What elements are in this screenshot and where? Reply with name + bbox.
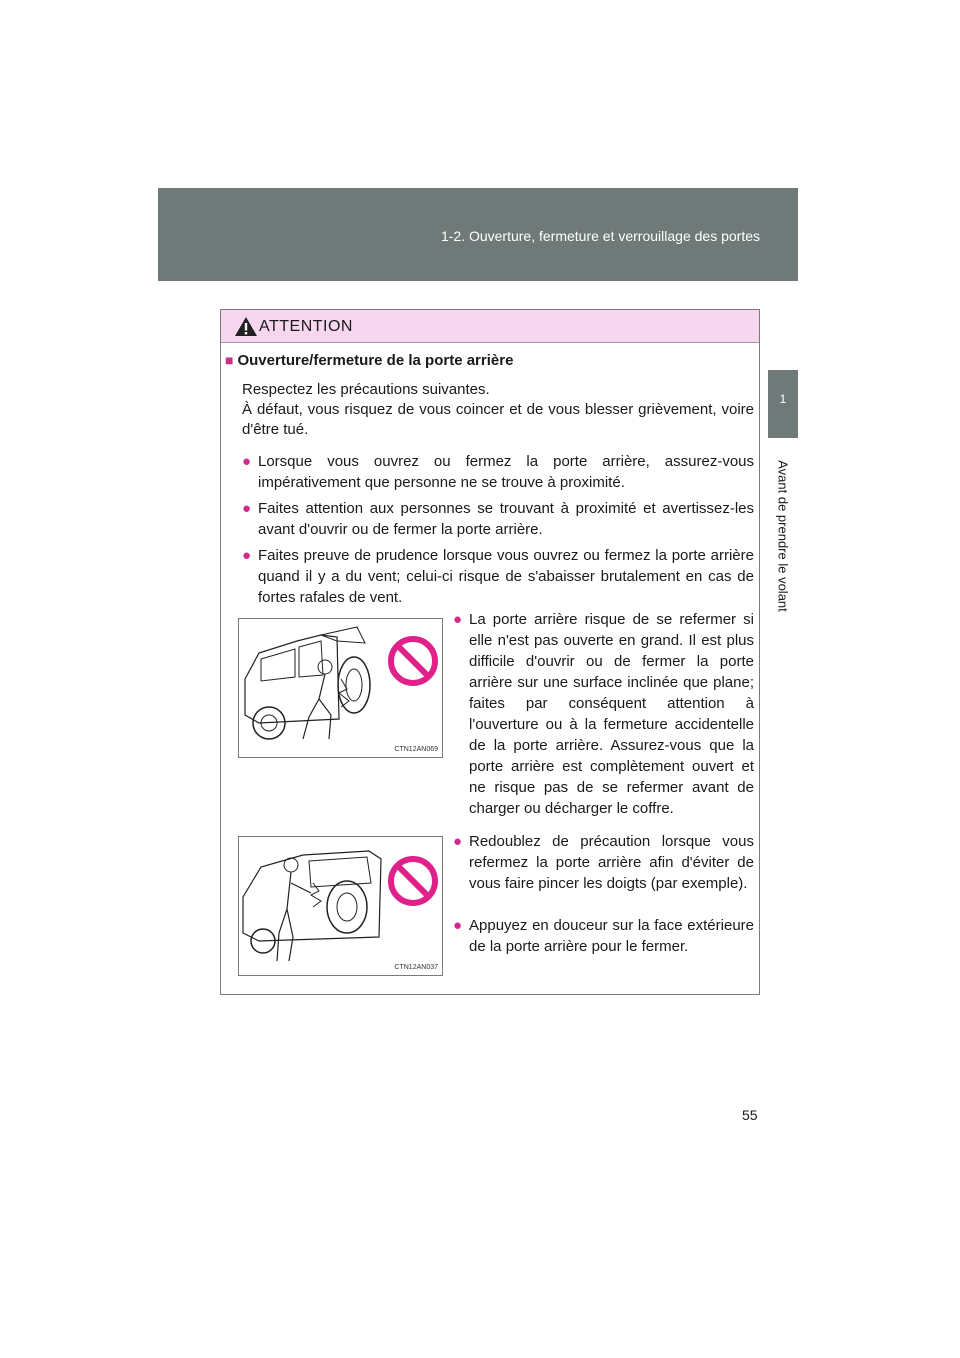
bullet-text: Redoublez de précaution lorsque vous refermez la porte arrière afin d'éviter de vous faire pincer les doigts (par exemple). xyxy=(469,833,754,892)
chapter-label: Avant de prendre le volant xyxy=(775,460,791,612)
chapter-tab xyxy=(768,370,798,438)
section-header-title: 1-2. Ouverture, fermeture et verrouillage des portes xyxy=(440,228,760,244)
intro-line-2: À défaut, vous risquez de vous coincer et de vous blesser grièvement, voire d'être tué. xyxy=(242,401,754,438)
bullet-dot-icon: ● xyxy=(453,611,463,628)
illustration-open-tailgate xyxy=(238,618,443,758)
warning-box xyxy=(220,309,760,995)
warning-header xyxy=(221,310,759,343)
bullet-dot-icon: ● xyxy=(242,500,252,517)
warning-title: ATTENTION xyxy=(259,318,353,335)
bullet-dot-icon: ● xyxy=(453,917,463,934)
warning-triangle-icon xyxy=(234,316,258,337)
illustration-closing-tailgate xyxy=(238,836,443,976)
bullet-item xyxy=(242,451,754,493)
figure-code: CTN12AN069 xyxy=(394,746,438,753)
page-number: 55 xyxy=(742,1107,758,1123)
bullet-text: Faites preuve de prudence lorsque vous ouvrez ou fermez la porte arrière quand il y a du vent; celui-ci risque de s'abaisser brutalement en cas de fortes rafales de vent. xyxy=(258,547,754,606)
bullet-item xyxy=(453,915,754,957)
intro-text xyxy=(242,380,754,440)
bullet-text: Appuyez en douceur sur la face extérieure de la porte arrière pour le fermer. xyxy=(469,917,754,955)
bullet-text: La porte arrière risque de se refermer si elle n'est pas ouverte en grand. Il est plus difficile d'ouvrir ou de fermer la porte arrière sur une surface inclinée que plane; faites par conséquent attention à l'ouverture ou à la fermeture accidentelle de la porte arrière. Assurez-vous que la porte arrière est complètement ouvert et ne risque pas de se refermer avant de charger ou décharger le coffre. xyxy=(469,611,754,817)
section-heading-text: Ouverture/fermeture de la porte arrière xyxy=(237,352,514,369)
bullet-dot-icon: ● xyxy=(242,547,252,564)
bullet-item xyxy=(242,545,754,608)
bullet-text: Lorsque vous ouvrez ou fermez la porte arrière, assurez-vous impérativement que personne ne se trouve à proximité. xyxy=(258,453,754,491)
bullet-item xyxy=(453,831,754,894)
bullet-text: Faites attention aux personnes se trouvant à proximité et avertissez-les avant d'ouvrir ou de fermer la porte arrière. xyxy=(258,500,754,538)
bullet-dot-icon: ● xyxy=(453,833,463,850)
prohibited-icon xyxy=(387,635,439,687)
header-band xyxy=(158,188,798,281)
square-bullet-icon: ■ xyxy=(225,352,234,368)
prohibited-icon xyxy=(387,855,439,907)
chapter-number: 1 xyxy=(779,392,787,406)
section-heading xyxy=(225,352,513,369)
bullet-item xyxy=(242,498,754,540)
bullet-dot-icon: ● xyxy=(242,453,252,470)
bullet-item xyxy=(453,609,754,819)
intro-line-1: Respectez les précautions suivantes. xyxy=(242,381,490,398)
figure-code: CTN12AN037 xyxy=(394,964,438,971)
